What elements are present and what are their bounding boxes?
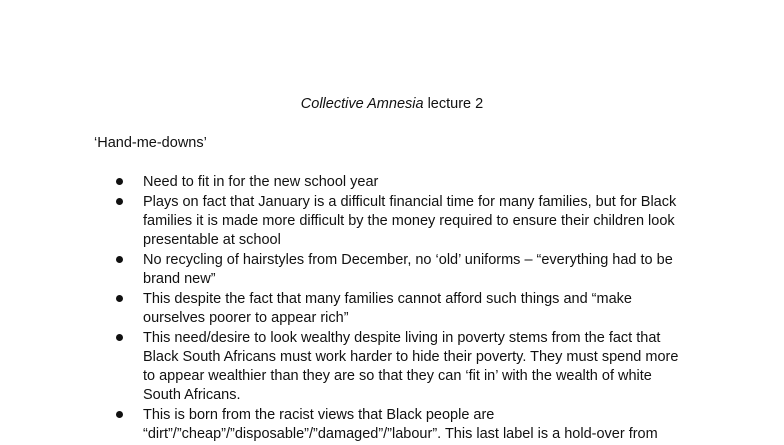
bullet-item — [0, 406, 784, 444]
bullet-text: No recycling of hairstyles from December, no ‘old’ uniforms – “everything had to be brand new” — [143, 252, 673, 287]
bullet-text: This is born from the racist views that Black people are “dirt”/”cheap”/”disposable”/”damaged”/”labour”. This last label is a hold-over from — [143, 407, 658, 442]
bullet-item — [0, 193, 784, 250]
bullet-item — [0, 290, 784, 328]
bullet-text: This need/desire to look wealthy despite living in poverty stems from the fact that Black South Africans must work harder to hide their poverty. They must spend more to appear wealthier than they are so that they can ‘fit in’ with the wealth of white South Africans. — [143, 330, 679, 403]
title-rest-part: lecture 2 — [423, 96, 484, 112]
bullet-text: Need to fit in for the new school year — [143, 174, 379, 190]
bullet-text: This despite the fact that many families cannot afford such things and “make ourselves poorer to appear rich” — [143, 291, 632, 326]
bullet-icon — [116, 295, 123, 302]
bullet-item — [0, 251, 784, 289]
title-italic-part: Collective Amnesia — [300, 96, 424, 112]
bullet-icon — [116, 178, 123, 185]
section-heading: ‘Hand-me-downs’ — [94, 135, 207, 151]
bullet-item — [0, 173, 784, 192]
bullet-icon — [116, 411, 123, 418]
bullet-item — [0, 329, 784, 405]
bullet-icon — [116, 334, 123, 341]
bullet-list — [0, 173, 784, 445]
bullet-text: Plays on fact that January is a difficult financial time for many families, but for Black families it is made more difficult by the money required to ensure their children look presentable at school — [143, 194, 677, 248]
document-title — [0, 95, 784, 114]
bullet-icon — [116, 198, 123, 205]
bullet-icon — [116, 256, 123, 263]
